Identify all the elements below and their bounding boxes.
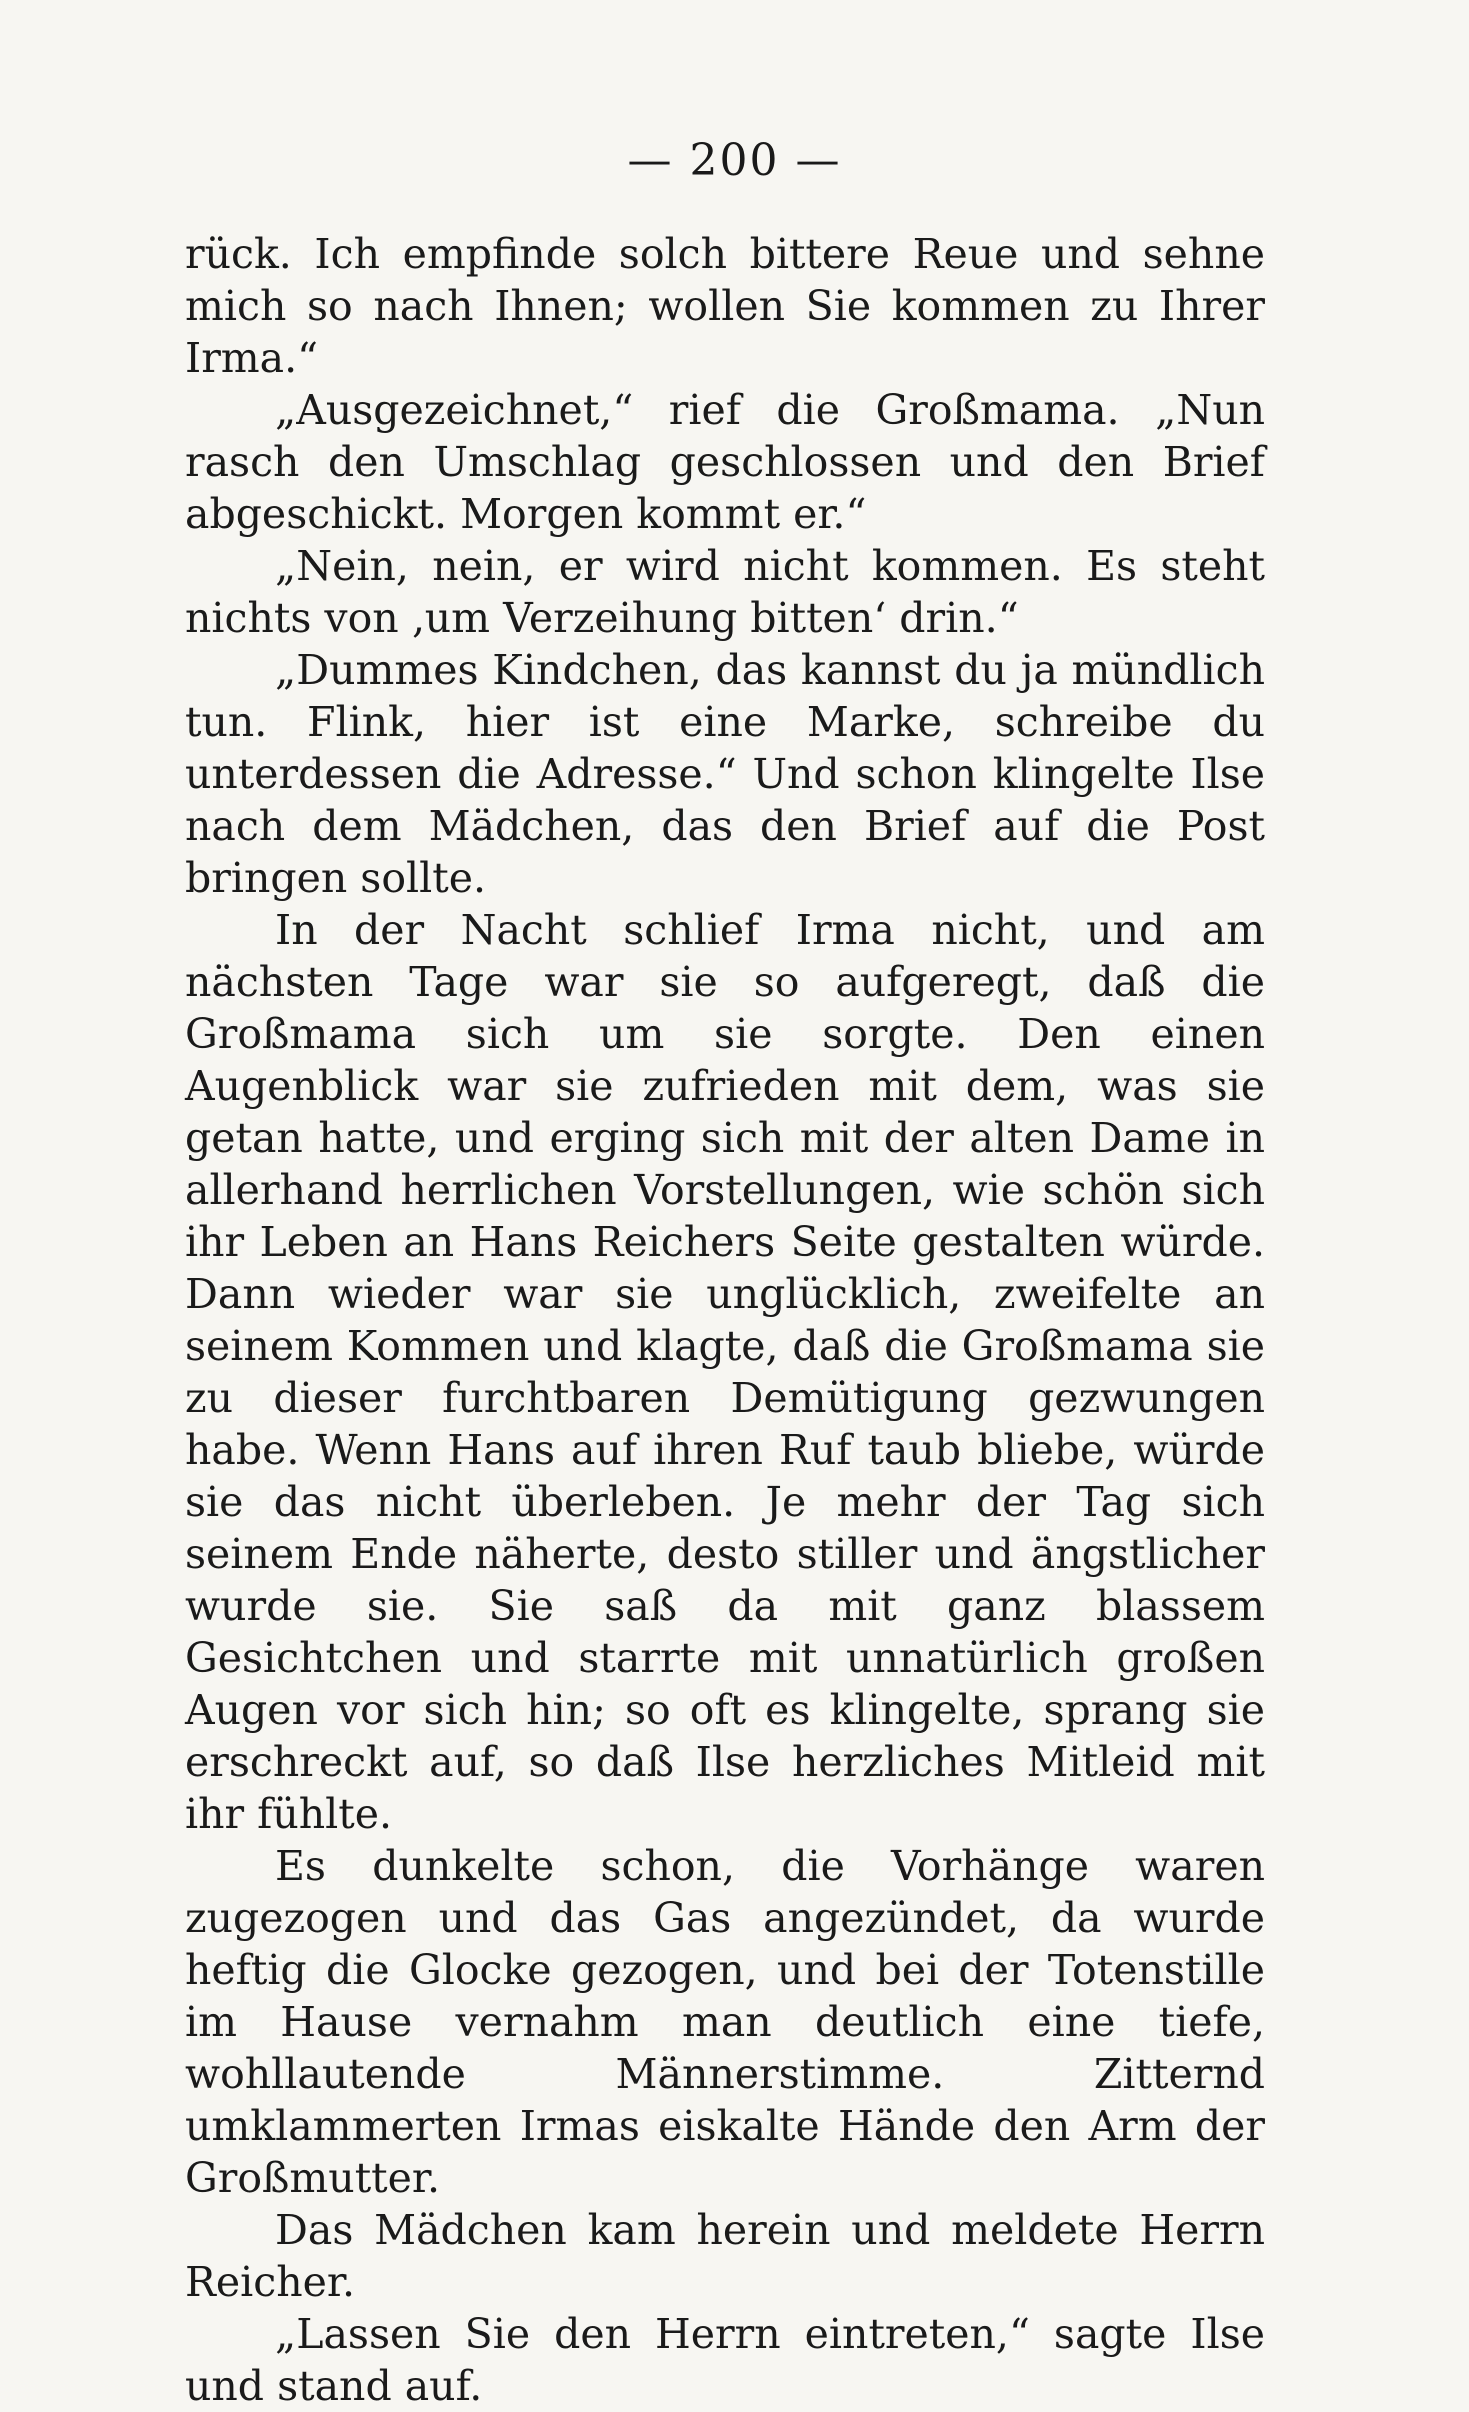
body-text <box>185 228 1265 2412</box>
paragraph-5: In der Nacht schlief Irma nicht, und am nächsten Tage war sie so aufgeregt, daß die Großmama sich um sie sorgte. Den einen Augenblick war sie zufrieden mit dem, was sie getan hatte, und erging sich mit der alten Dame in allerhand herrlichen Vorstellungen, wie schön sich ihr Leben an Hans Reichers Seite gestalten würde. Dann wieder war sie unglücklich, zweifelte an seinem Kommen und klagte, daß die Großmama sie zu dieser furchtbaren Demütigung gezwungen habe. Wenn Hans auf ihren Ruf taub bliebe, würde sie das nicht überleben. Je mehr der Tag sich seinem Ende näherte, desto stiller und ängstlicher wurde sie. Sie saß da mit ganz blassem Gesichtchen und starrte mit unnatürlich großen Augen vor sich hin; so oft es klingelte, sprang sie erschreckt auf, so daß Ilse herzliches Mitleid mit ihr fühlte. <box>185 906 1265 1838</box>
paragraph-2: „Ausgezeichnet,“ rief die Großmama. „Nun rasch den Umschlag geschlossen und den Brief abgeschickt. Morgen kommt er.“ <box>185 386 1265 538</box>
paragraph-4: „Dummes Kindchen, das kannst du ja mündlich tun. Flink, hier ist eine Marke, schreibe du unterdessen die Adresse.“ Und schon klingelte Ilse nach dem Mädchen, das den Brief auf die Post bringen sollte. <box>185 646 1265 902</box>
page-number: — 200 — <box>627 135 842 186</box>
paragraph-1: rück. Ich empfinde solch bittere Reue und sehne mich so nach Ihnen; wollen Sie kommen zu Ihrer Irma.“ <box>185 230 1265 382</box>
paragraph-3: „Nein, nein, er wird nicht kommen. Es steht nichts von ‚um Verzeihung bitten‘ drin.“ <box>185 542 1265 642</box>
paragraph-8: „Lassen Sie den Herrn eintreten,“ sagte Ilse und stand auf. <box>185 2310 1265 2410</box>
paragraph-7: Das Mädchen kam herein und meldete Herrn Reicher. <box>185 2206 1265 2306</box>
paragraph-6: Es dunkelte schon, die Vorhänge waren zugezogen und das Gas angezündet, da wurde heftig die Glocke gezogen, und bei der Totenstille im Hause vernahm man deutlich eine tiefe, wohllautende Männerstimme. Zitternd umklammerten Irmas eiskalte Hände den Arm der Großmutter. <box>185 1842 1265 2202</box>
